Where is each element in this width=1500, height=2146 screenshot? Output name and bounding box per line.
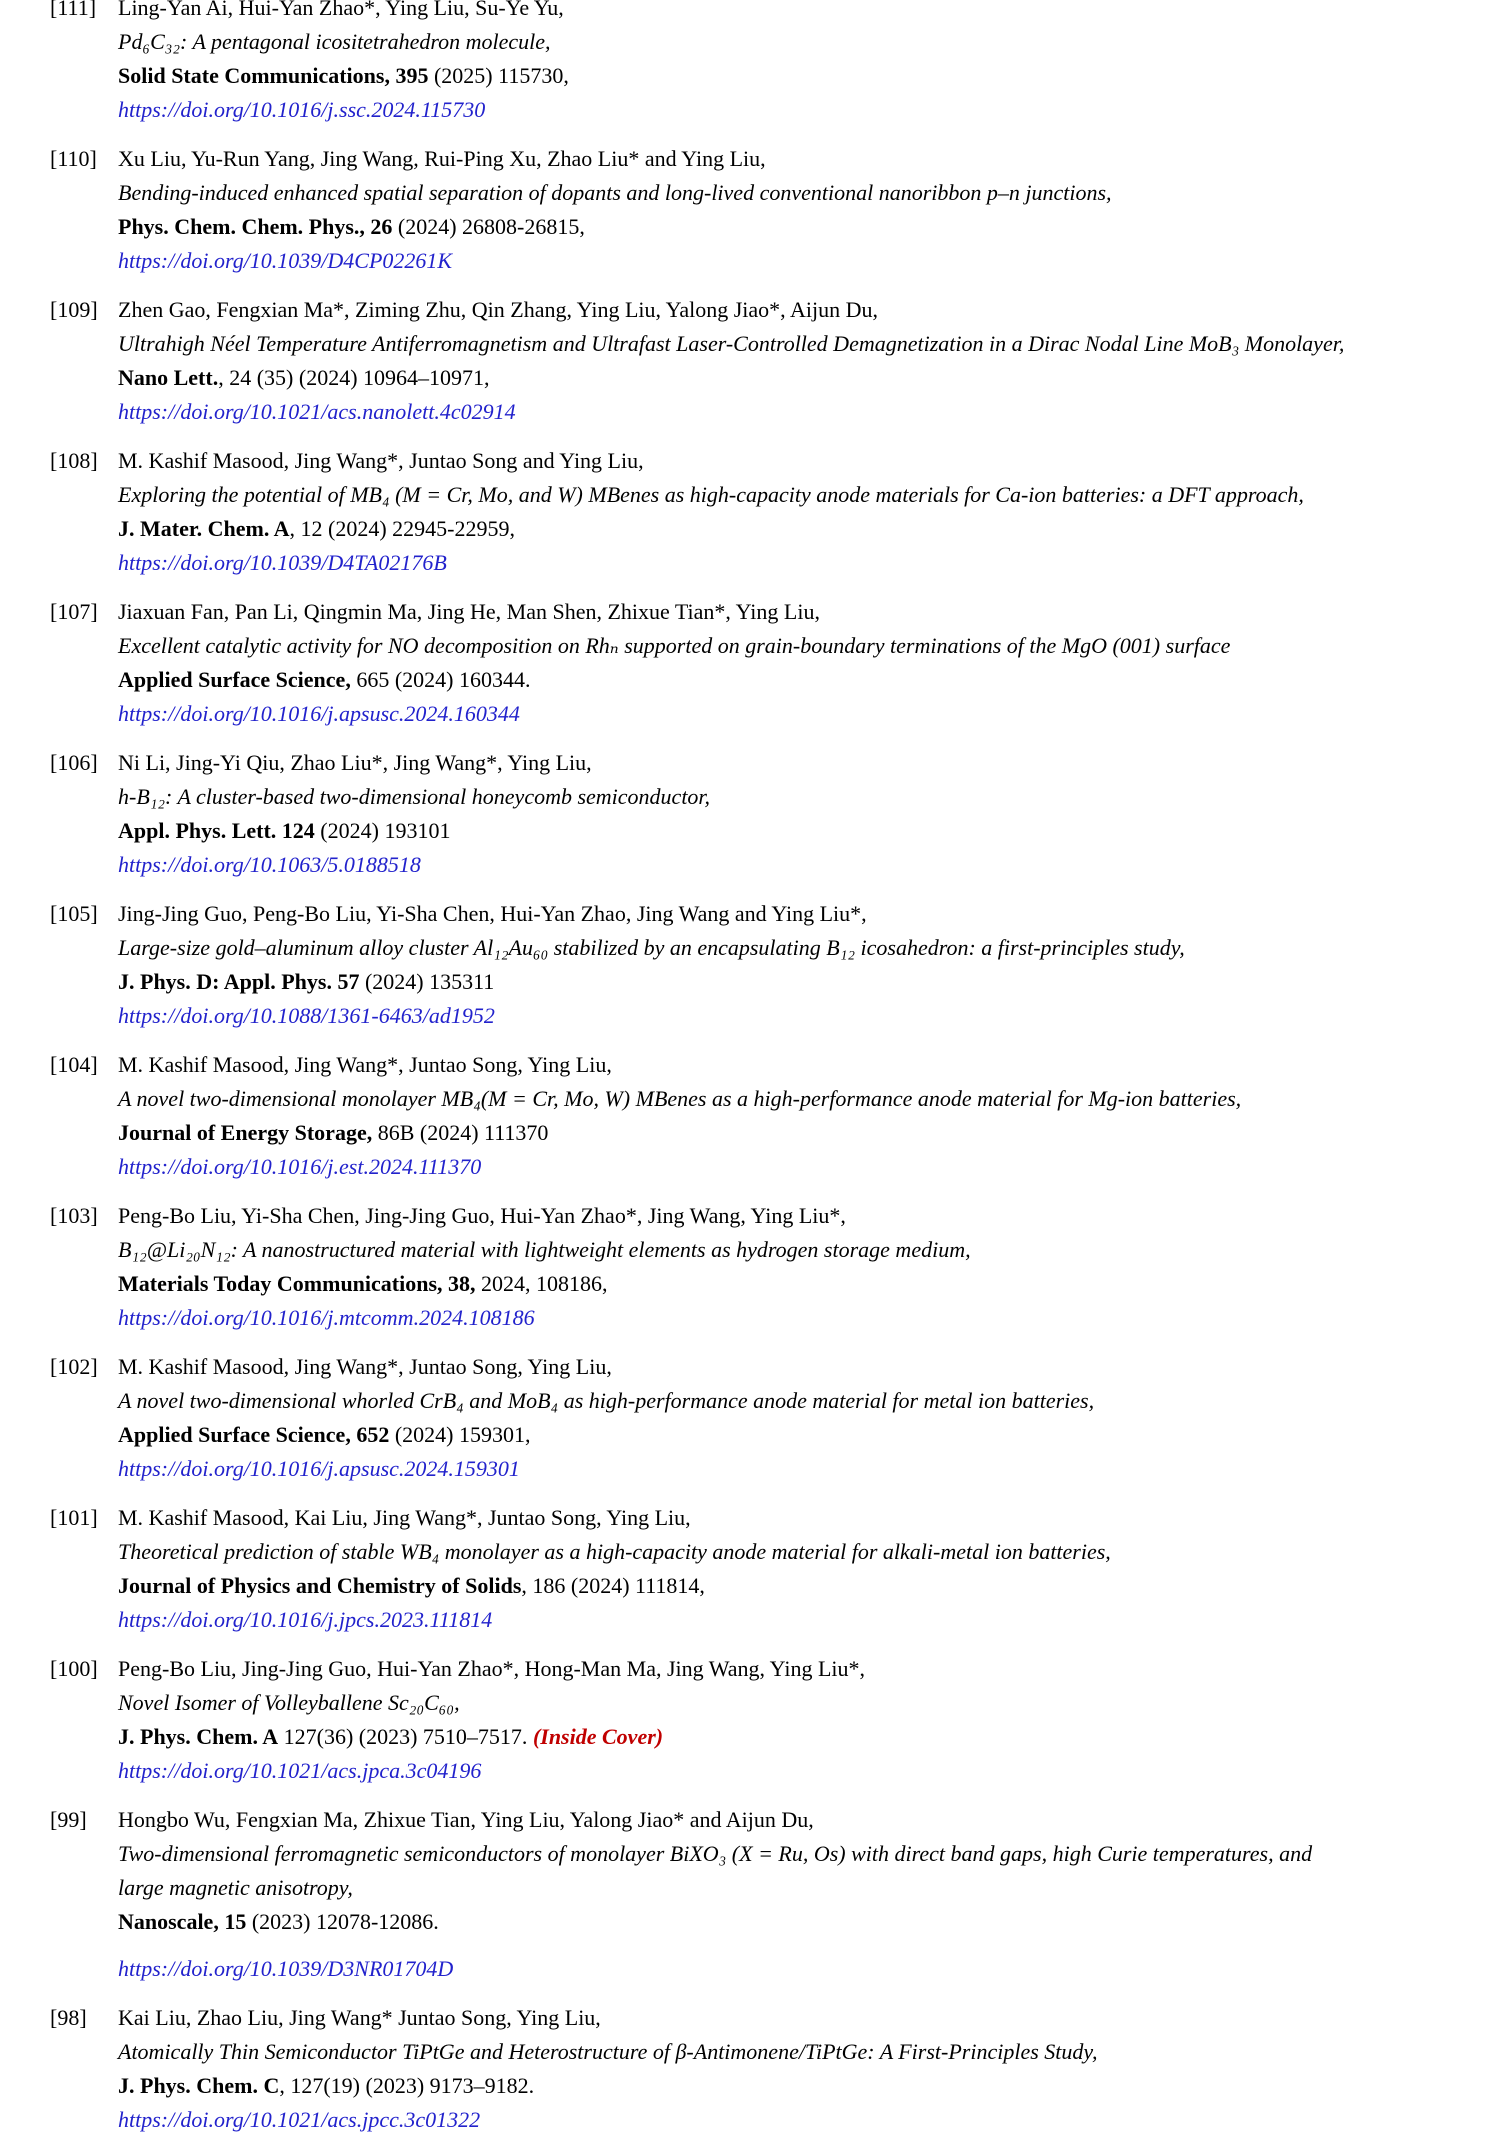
doi-line	[118, 93, 1492, 127]
journal-citation: (2024) 159301,	[389, 1422, 531, 1447]
journal-line	[118, 814, 1492, 848]
reference-number: [104]	[50, 1052, 98, 1077]
doi-line	[118, 697, 1492, 731]
doi-link[interactable]: https://doi.org/10.1039/D4TA02176B	[118, 550, 447, 575]
journal-citation: (2024) 26808-26815,	[392, 214, 585, 239]
doi-line	[118, 1754, 1492, 1788]
publication-entry	[0, 1803, 1500, 1986]
doi-line	[118, 1603, 1492, 1637]
title-line: Theoretical prediction of stable WB₄ monolayer as a high-capacity anode material for alkali-metal ion batteries,	[118, 1539, 1111, 1564]
journal-citation: 127(36) (2023) 7510–7517.	[278, 1724, 533, 1749]
journal-citation: (2025) 115730,	[428, 63, 569, 88]
journal-name: Phys. Chem. Chem. Phys., 26	[118, 214, 393, 239]
title-line: Novel Isomer of Volleyballene Sc₂₀C₆₀,	[118, 1690, 460, 1715]
journal-line	[118, 59, 1492, 93]
doi-line	[118, 999, 1492, 1033]
title-line: Large-size gold–aluminum alloy cluster Al₁₂Au₆₀ stabilized by an encapsulating B₁₂ icosahedron: a first-principles study,	[118, 935, 1185, 960]
journal-name: Applied Surface Science, 652	[118, 1422, 390, 1447]
authors-line: M. Kashif Masood, Jing Wang*, Juntao Song, Ying Liu,	[118, 1354, 612, 1379]
publication-entry	[0, 897, 1500, 1033]
authors-line: M. Kashif Masood, Jing Wang*, Juntao Song and Ying Liu,	[118, 448, 644, 473]
doi-line	[118, 2103, 1492, 2137]
journal-name: J. Phys. Chem. A	[118, 1724, 279, 1749]
reference-number: [103]	[50, 1203, 98, 1228]
journal-name: Journal of Physics and Chemistry of Solids	[118, 1573, 522, 1598]
journal-citation: (2024) 135311	[359, 969, 495, 994]
reference-number: [102]	[50, 1354, 98, 1379]
doi-link[interactable]: https://doi.org/10.1039/D3NR01704D	[118, 1956, 454, 1981]
journal-name: Materials Today Communications, 38,	[118, 1271, 476, 1296]
journal-line	[118, 210, 1492, 244]
doi-line	[118, 1150, 1492, 1184]
journal-name: J. Phys. Chem. C	[118, 2073, 280, 2098]
journal-name: Appl. Phys. Lett. 124	[118, 818, 315, 843]
journal-line	[118, 512, 1492, 546]
doi-line	[118, 1952, 1492, 1986]
journal-name: Nano Lett.	[118, 365, 219, 390]
authors-line: Ni Li, Jing-Yi Qiu, Zhao Liu*, Jing Wang*, Ying Liu,	[118, 750, 592, 775]
journal-name: Nanoscale, 15	[118, 1909, 247, 1934]
publication-entry	[0, 293, 1500, 429]
authors-line: M. Kashif Masood, Jing Wang*, Juntao Song, Ying Liu,	[118, 1052, 612, 1077]
authors-line: Jing-Jing Guo, Peng-Bo Liu, Yi-Sha Chen, Hui-Yan Zhao, Jing Wang and Ying Liu*,	[118, 901, 867, 926]
reference-number: [106]	[50, 750, 98, 775]
publication-entry	[0, 142, 1500, 278]
publication-entry	[0, 2001, 1500, 2137]
journal-citation: , 127(19) (2023) 9173–9182.	[279, 2073, 535, 2098]
title-line: Exploring the potential of MB₄ (M = Cr, Mo, and W) MBenes as high-capacity anode materials for Ca-ion batteries: a DFT approach,	[118, 482, 1304, 507]
journal-line	[118, 2069, 1492, 2103]
doi-line	[118, 244, 1492, 278]
doi-link[interactable]: https://doi.org/10.1016/j.est.2024.111370	[118, 1154, 482, 1179]
publication-entry	[0, 444, 1500, 580]
doi-line	[118, 1301, 1492, 1335]
reference-number: [110]	[50, 146, 97, 171]
doi-line	[118, 395, 1492, 429]
authors-line: Kai Liu, Zhao Liu, Jing Wang* Juntao Song, Ying Liu,	[118, 2005, 601, 2030]
journal-citation: 665 (2024) 160344.	[350, 667, 531, 692]
title-line: Pd₆C₃₂: A pentagonal icositetrahedron molecule,	[118, 29, 551, 54]
doi-link[interactable]: https://doi.org/10.1016/j.jpcs.2023.111814	[118, 1607, 493, 1632]
journal-line	[118, 965, 1492, 999]
publication-entry	[0, 1048, 1500, 1184]
title-line: A novel two-dimensional monolayer MB₄(M = Cr, Mo, W) MBenes as a high-performance anode material for Mg-ion batteries,	[118, 1086, 1242, 1111]
journal-line	[118, 1267, 1492, 1301]
journal-line	[118, 361, 1492, 395]
title-line: large magnetic anisotropy,	[118, 1875, 353, 1900]
publication-entry	[0, 1501, 1500, 1637]
authors-line: Peng-Bo Liu, Jing-Jing Guo, Hui-Yan Zhao*, Hong-Man Ma, Jing Wang, Ying Liu*,	[118, 1656, 866, 1681]
publication-entry	[0, 0, 1500, 127]
journal-line	[118, 1905, 1492, 1939]
publication-entry	[0, 1652, 1500, 1788]
journal-line	[118, 1116, 1492, 1150]
title-line: A novel two-dimensional whorled CrB₄ and MoB₄ as high-performance anode material for metal ion batteries,	[118, 1388, 1095, 1413]
title-line: Excellent catalytic activity for NO decomposition on Rhₙ supported on grain-boundary terminations of the MgO (001) surface	[118, 633, 1231, 658]
journal-name: Solid State Communications, 395	[118, 63, 429, 88]
doi-link[interactable]: https://doi.org/10.1021/acs.jpca.3c04196	[118, 1758, 482, 1783]
doi-line	[118, 848, 1492, 882]
authors-line: Xu Liu, Yu-Run Yang, Jing Wang, Rui-Ping Xu, Zhao Liu* and Ying Liu,	[118, 146, 766, 171]
publication-entry	[0, 746, 1500, 882]
journal-citation: , 12 (2024) 22945-22959,	[289, 516, 515, 541]
inside-cover-note: (Inside Cover)	[532, 1724, 664, 1749]
journal-citation: , 24 (35) (2024) 10964–10971,	[218, 365, 490, 390]
journal-line	[118, 1418, 1492, 1452]
title-line: h-B₁₂: A cluster-based two-dimensional honeycomb semiconductor,	[118, 784, 711, 809]
authors-line: Ling-Yan Ai, Hui-Yan Zhao*, Ying Liu, Su-Ye Yu,	[118, 0, 564, 20]
reference-number: [107]	[50, 599, 98, 624]
doi-link[interactable]: https://doi.org/10.1016/j.apsusc.2024.160344	[118, 701, 520, 726]
reference-number: [101]	[50, 1505, 98, 1530]
reference-number: [105]	[50, 901, 98, 926]
publication-entry	[0, 1350, 1500, 1486]
title-line: Two-dimensional ferromagnetic semiconductors of monolayer BiXO₃ (X = Ru, Os) with direct band gaps, high Curie temperatures, and	[118, 1841, 1313, 1866]
reference-number: [100]	[50, 1656, 98, 1681]
reference-number: [99]	[50, 1807, 87, 1832]
doi-link[interactable]: https://doi.org/10.1016/j.ssc.2024.115730	[118, 97, 486, 122]
title-line: Atomically Thin Semiconductor TiPtGe and Heterostructure of β-Antimonene/TiPtGe: A First-Principles Study,	[118, 2039, 1098, 2064]
doi-link[interactable]: https://doi.org/10.1021/acs.nanolett.4c02914	[118, 399, 516, 424]
journal-citation: (2023) 12078-12086.	[246, 1909, 439, 1934]
authors-line: Peng-Bo Liu, Yi-Sha Chen, Jing-Jing Guo, Hui-Yan Zhao*, Jing Wang, Ying Liu*,	[118, 1203, 846, 1228]
authors-line: Zhen Gao, Fengxian Ma*, Ziming Zhu, Qin Zhang, Ying Liu, Yalong Jiao*, Aijun Du,	[118, 297, 878, 322]
journal-citation: , 186 (2024) 111814,	[521, 1573, 705, 1598]
title-line: Ultrahigh Néel Temperature Antiferromagnetism and Ultrafast Laser-Controlled Demagnetization in a Dirac Nodal Line MoB₃ Monolayer,	[118, 331, 1345, 356]
journal-name: J. Phys. D: Appl. Phys. 57	[118, 969, 360, 994]
authors-line: M. Kashif Masood, Kai Liu, Jing Wang*, Juntao Song, Ying Liu,	[118, 1505, 691, 1530]
doi-link[interactable]: https://doi.org/10.1016/j.mtcomm.2024.108186	[118, 1305, 535, 1330]
title-line: B₁₂@Li₂₀N₁₂: A nanostructured material with lightweight elements as hydrogen storage medium,	[118, 1237, 971, 1262]
doi-line	[118, 1452, 1492, 1486]
publication-entry	[0, 595, 1500, 731]
publication-entry	[0, 1199, 1500, 1335]
title-line: Bending-induced enhanced spatial separation of dopants and long-lived conventional nanoribbon p–n junctions,	[118, 180, 1112, 205]
journal-name: J. Mater. Chem. A	[118, 516, 290, 541]
doi-link[interactable]: https://doi.org/10.1088/1361-6463/ad1952	[118, 1003, 495, 1028]
doi-link[interactable]: https://doi.org/10.1063/5.0188518	[118, 852, 421, 877]
reference-number: [111]	[50, 0, 97, 20]
journal-name: Journal of Energy Storage,	[118, 1120, 373, 1145]
journal-line	[118, 1720, 1492, 1754]
journal-name: Applied Surface Science,	[118, 667, 351, 692]
reference-number: [108]	[50, 448, 98, 473]
journal-citation: 86B (2024) 111370	[372, 1120, 549, 1145]
reference-number: [109]	[50, 297, 98, 322]
authors-line: Hongbo Wu, Fengxian Ma, Zhixue Tian, Ying Liu, Yalong Jiao* and Aijun Du,	[118, 1807, 814, 1832]
doi-line	[118, 546, 1492, 580]
doi-link[interactable]: https://doi.org/10.1021/acs.jpcc.3c01322	[118, 2107, 481, 2132]
reference-number: [98]	[50, 2005, 87, 2030]
journal-citation: 2024, 108186,	[475, 1271, 608, 1296]
doi-link[interactable]: https://doi.org/10.1039/D4CP02261K	[118, 248, 453, 273]
authors-line: Jiaxuan Fan, Pan Li, Qingmin Ma, Jing He, Man Shen, Zhixue Tian*, Ying Liu,	[118, 599, 820, 624]
journal-line	[118, 663, 1492, 697]
doi-link[interactable]: https://doi.org/10.1016/j.apsusc.2024.159301	[118, 1456, 520, 1481]
journal-line	[118, 1569, 1492, 1603]
journal-citation: (2024) 193101	[314, 818, 451, 843]
